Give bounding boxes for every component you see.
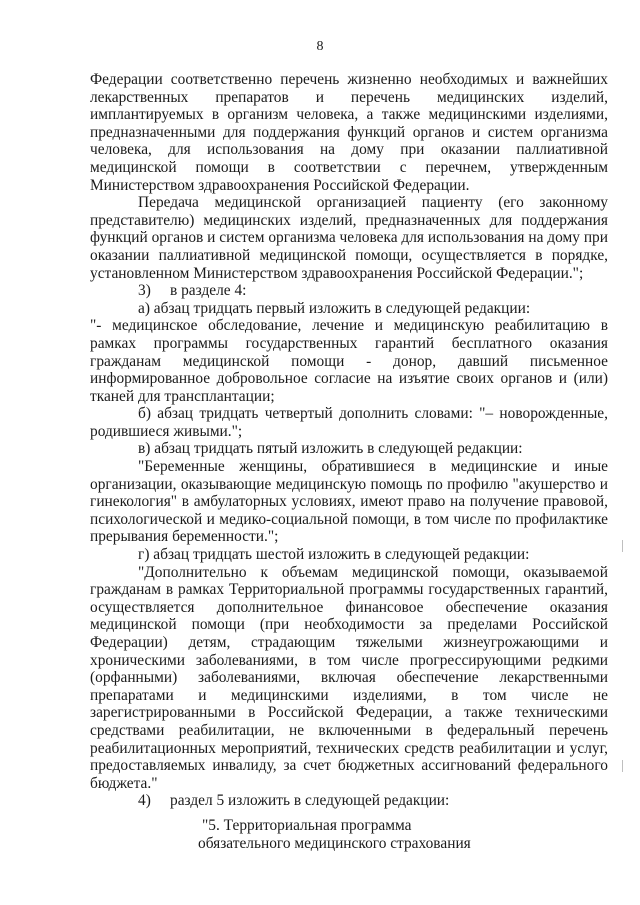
- section-heading-line-1: "5. Территориальная программа: [202, 817, 412, 834]
- paragraph-g-quote: "Дополнительно к объемам медицинской помощи, оказываемой гражданам в рамках Территориальной программы государственных гарантий, осуществляется дополнительное финансовое обеспечение оказания медицинской помощи (при необходимости за пределами Российской Федерации) детям, страдающим тяжелыми жизнеугрожающими и хроническими заболеваниями, в том числе прогрессирующими редкими (орфанными) заболеваниями, включая обеспечение лекарственными препаратами и медицинскими изделиями, в том числе не зарегистрированными в Российской Федерации, а также техническими средствами реабилитации, не включенными в федеральный перечень реабилитационных мероприятий, технических средств реабилитации и услуг, предоставляемых инвалиду, за счет бюджетных ассигнований федерального бюджета.": [90, 563, 608, 792]
- section-heading-line-2: обязательного медицинского страхования: [198, 835, 471, 852]
- paragraph-g: г) абзац тридцать шестой изложить в следующей редакции:: [138, 546, 530, 564]
- paragraph-v-quote: "Беременные женщины, обратившиеся в медицинские и иные организации, оказывающие медицинскую помощь по профилю "акушерство и гинекология" в амбулаторных условиях, имеют право на получение правовой, психологической и медико-социальной помощи, в том числе по профилактике прерывания беременности.";: [90, 458, 608, 546]
- scan-margin-mark: [622, 760, 623, 772]
- item-section-4: [90, 282, 608, 300]
- item-number: 3): [138, 282, 151, 300]
- item-number: 4): [138, 792, 151, 810]
- item-section-5: [90, 792, 608, 810]
- item-text: раздел 5 изложить в следующей редакции:: [170, 792, 450, 810]
- paragraph-federation-list: Федерации соответственно перечень жизненно необходимых и важнейших лекарственных препаратов и перечень медицинских изделий, имплантируемых в организм человека, а также медицинскими изделиями, предназначенными для поддержания функций органов и систем организма человека, для использования на дому при оказании паллиативной медицинской помощи в соответствии с перечнем, утвержденным Министерством здравоохранения Российской Федерации.: [90, 71, 608, 194]
- paragraph-a: а) абзац тридцать первый изложить в следующей редакции:: [138, 299, 531, 317]
- item-text: в разделе 4:: [170, 282, 247, 300]
- paragraph-v: в) абзац тридцать пятый изложить в следующей редакции:: [138, 440, 523, 458]
- paragraph-a-quote: "- медицинское обследование, лечение и медицинскую реабилитацию в рамках программы государственных гарантий бесплатного оказания гражданам медицинской помощи - донор, давший письменное информированное добровольное согласие на изъятие своих органов и (или) тканей для трансплантации;: [90, 317, 608, 405]
- paragraph-b: б) абзац тридцать четвертый дополнить словами: "– новорожденные, родившиеся живыми.";: [90, 405, 608, 440]
- scan-margin-mark: [622, 540, 623, 552]
- paragraph-transfer-devices: Передача медицинской организацией пациенту (его законному представителю) медицинских изделий, предназначенных для поддержания функций органов и систем организма человека для использования на дому при оказании паллиативной медицинской помощи, осуществляется в порядке, установленном Министерством здравоохранения Российской Федерации.";: [90, 194, 608, 282]
- page-number: 8: [316, 39, 324, 54]
- document-body: [90, 71, 608, 810]
